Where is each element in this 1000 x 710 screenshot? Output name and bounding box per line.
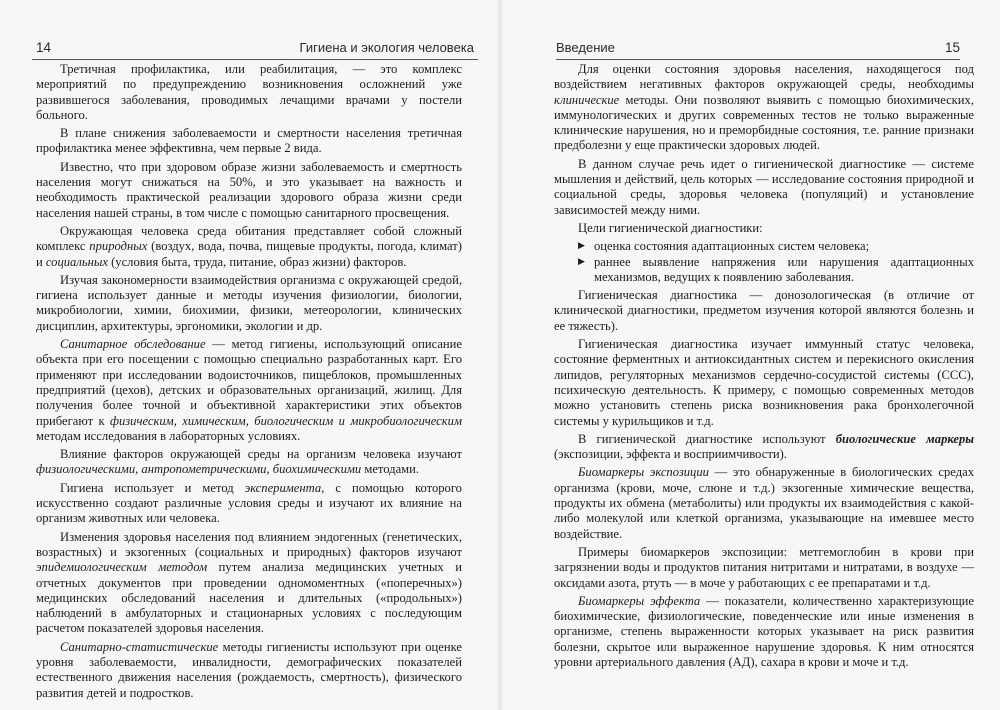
emphasis: Санитарное обследование xyxy=(60,337,206,352)
paragraph: Гигиена использует и метод эксперимента, с помощью которого искусственно создают различные условия среды и изучают их влияние на организм животных или человека. xyxy=(36,480,462,526)
left-header-rule xyxy=(32,59,478,60)
paragraph: Примеры биомаркеров экспозиции: метгемоглобин в крови при загрязнении воды и продуктов питания нитритами и нитратами, в воздухе — оксидами азота, ртуть — в моче у работающих с ее препаратами и т.д. xyxy=(554,544,974,590)
right-running-title: Введение xyxy=(556,40,615,55)
triangle-bullet-icon: ▶ xyxy=(578,241,585,252)
emphasis: физическим, химическим, биологическим и микробиологическим xyxy=(110,413,462,428)
paragraph: Изучая закономерности взаимодействия организма с окружающей средой, гигиена использует данные и методы изучения физиологии, биологии, микробиологии, химии, биохимии, физики, метеорологии, клинических дисциплин, архитектуры, эргономики, экологии и др. xyxy=(36,272,462,333)
right-page-number: 15 xyxy=(944,40,960,55)
paragraph: Биомаркеры экспозиции — это обнаруженные в биологических средах организма (крови, моче, слюне и т.д.) экзогенные химические вещества, продукты их обмена (метаболиты) или продукты их взаимодействия с какой-либо молекулой или клеткой организма, указывающие на имевшее место воздействие. xyxy=(554,465,974,541)
paragraph: Санитарное обследование — метод гигиены, использующий описание объекта при его посещении с помощью специально разработанных карт. Его применяют при исследовании водоисточников, пищеблоков, промышленных предприятий (цехов), детских и образовательных организаций, жилищ. Для получения более точной и объективной характеристики этих объектов прибегают к физическим, химическим, биологическим и микробиологическим методам исследования в лабораторных условиях. xyxy=(36,337,462,443)
left-running-title: Гигиена и экология человека xyxy=(299,40,474,55)
emphasis: физиологическими, антропометрическими, биохимическими xyxy=(36,462,362,477)
paragraph: Для оценки состояния здоровья населения, находящегося под воздействием негативных факторов окружающей среды, необходимы клинические методы. Они позволяют выявить с помощью биохимических, иммунологических и других современных тестов не только выраженные клинические нарушения, но и преморбидные состояния, т.е. ранние признаки предболезни у еще практически здоровых людей. xyxy=(554,62,974,153)
left-page-header xyxy=(32,36,478,60)
paragraph: Гигиеническая диагностика изучает иммунный статус человека, состояние ферментных и антиоксидантных систем и перекисного окисления липидов, регуляторных механизмов сердечно-сосудистой системы (ССС), психическую деятельность. К примеру, с помощью современных методов можно установить степень риска возникновения рака бронхолегочной системы у курильщиков и т.д. xyxy=(554,337,974,428)
triangle-bullet-icon: ▶ xyxy=(578,256,585,267)
right-page-body xyxy=(554,62,974,673)
paragraph: В плане снижения заболеваемости и смертности населения третичная профилактика менее эффективна, чем первые 2 вида. xyxy=(36,126,462,156)
list-item: ▶ оценка состояния адаптационных систем человека; xyxy=(578,239,870,254)
emphasis: эксперимента xyxy=(244,480,322,495)
left-page-body xyxy=(36,62,462,704)
emphasis: природных xyxy=(89,239,148,254)
right-page xyxy=(500,0,1000,710)
emphasis: Санитарно-статистические xyxy=(60,639,219,654)
paragraph: В данном случае речь идет о гигиенической диагностике — системе мышления и действий, цель которых — исследование состояния природной и социальной среды, здоровья человека (популяций) и установление зависимостей между ними. xyxy=(554,156,974,217)
goals-list xyxy=(554,239,974,285)
paragraph: Влияние факторов окружающей среды на организм человека изучают физиологическими, антропометрическими, биохимическими методами. xyxy=(36,447,462,477)
paragraph: Известно, что при здоровом образе жизни заболеваемость и смертность населения могут снижаться на 50%, и это указывает на важность и необходимость практической реализации здорового образа жизни среди населения нашей страны, в том числе с помощью санитарного просвещения. xyxy=(36,159,462,220)
paragraph: Третичная профилактика, или реабилитация, — это комплекс мероприятий по предупреждению возникновения осложнений уже развившегося заболевания, проводимых лечащими врачами у постели больного. xyxy=(36,62,462,122)
emphasis: социальных xyxy=(45,254,108,269)
emphasis: Биомаркеры экспозиции xyxy=(578,465,709,480)
paragraph: В гигиенической диагностике используют биологические маркеры (экспозиции, эффекта и восприимчивости). xyxy=(554,431,974,462)
right-header-rule xyxy=(556,59,960,60)
emphasis: Биомаркеры эффекта xyxy=(578,593,701,608)
paragraph: Изменения здоровья населения под влиянием эндогенных (генетических, возрастных) и экзогенных (социальных и природных) факторов изучают эпидемиологическим методом путем анализа медицинских учетных и отчетных документов при проведении одномоментных («поперечных») медицинских обследований населения и длительных («продольных») наблюдений в амбулаторных и стационарных условиях с последующим расчетом показателей здоровья населения. xyxy=(36,529,462,636)
paragraph: Гигиеническая диагностика — донозологическая (в отличие от клинической диагностики, предметом изучения которой являются болезнь и ее тяжесть). xyxy=(554,288,974,333)
emphasis: эпидемиологическим методом xyxy=(36,560,208,575)
paragraph: Цели гигиенической диагностики: xyxy=(578,220,763,235)
left-page-number: 14 xyxy=(36,40,52,55)
paragraph: Биомаркеры эффекта — показатели, количественно характеризующие биохимические, физиологические, поведенческие или иные изменения в организме, степень выраженности которых указывает на риск развития болезни, скрытое или выраженное нарушение здоровья. К ним относятся уровни артериального давления (АД), сахара в крови и моче и т.д. xyxy=(554,593,974,669)
emphasis: клинические xyxy=(554,92,620,107)
right-page-header xyxy=(556,36,960,60)
paragraph: Окружающая человека среда обитания представляет собой сложный комплекс природных (воздух, вода, почва, пищевые продукты, погода, климат) и социальных (условия быта, труда, питание, образ жизни) факторов. xyxy=(36,223,462,269)
bold-emphasis: биологические маркеры xyxy=(835,431,974,446)
list-item: ▶ раннее выявление напряжения или нарушения адаптационных механизмов, ведущих к появлению заболевания. xyxy=(578,254,974,284)
paragraph: Санитарно-статистические методы гигиенисты используют при оценке уровня заболеваемости, инвалидности, демографических показателей естественного движения населения (рождаемость, смертность), физического развития детей и подростков. xyxy=(36,639,462,700)
